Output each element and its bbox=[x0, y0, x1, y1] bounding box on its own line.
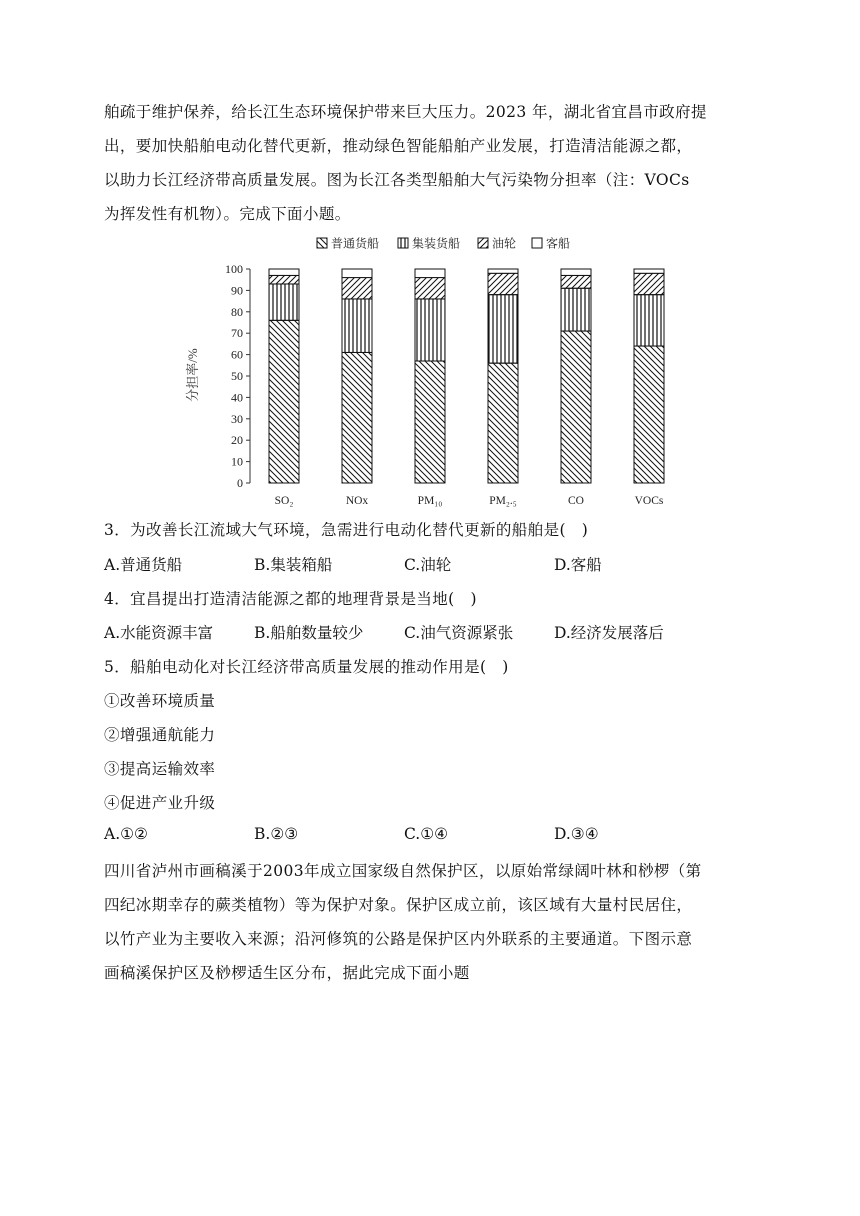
intro-line-4: 为挥发性有机物）。完成下面小题。 bbox=[104, 205, 351, 223]
y-tick-label: 60 bbox=[231, 347, 243, 362]
passage2-line-4: 画稿溪保护区及桫椤适生区分布，据此完成下面小题 bbox=[104, 964, 470, 982]
bar-segment bbox=[415, 269, 445, 278]
bar-segment bbox=[415, 299, 445, 361]
y-tick-label: 20 bbox=[231, 433, 243, 448]
bar-segment bbox=[634, 346, 664, 483]
y-tick-label: 50 bbox=[231, 369, 243, 383]
passage2-line-1: 四川省泸州市画稿溪于2003年成立国家级自然保护区，以原始常绿阔叶林和桫椤（第 bbox=[104, 862, 702, 880]
q4-option-d[interactable]: D.经济发展落后 bbox=[554, 624, 664, 642]
y-tick-label: 100 bbox=[225, 262, 243, 276]
bar-segment bbox=[415, 278, 445, 299]
bar-segment bbox=[415, 361, 445, 483]
q5-option-d[interactable]: D.③④ bbox=[554, 825, 599, 843]
bar-segment bbox=[561, 275, 591, 288]
intro-line-1: 舶疏于维护保养，给长江生态环境保护带来巨大压力。2023 年，湖北省宜昌市政府提 bbox=[104, 103, 707, 121]
x-tick-label: PM₁₀ bbox=[417, 495, 443, 507]
legend-label: 油轮 bbox=[492, 236, 517, 251]
legend-swatch bbox=[478, 238, 488, 248]
q5-option-a[interactable]: A.①② bbox=[104, 825, 148, 843]
q3-option-c[interactable]: C.油轮 bbox=[404, 556, 452, 574]
passage2-line-2: 四纪冰期幸存的蕨类植物）等为保护对象。保护区成立前，该区域有大量村民居住， bbox=[104, 896, 693, 914]
y-tick-label: 10 bbox=[231, 454, 243, 469]
q5-statement-1: ①改善环境质量 bbox=[104, 692, 216, 710]
bar-segment bbox=[269, 269, 299, 275]
bar-segment bbox=[488, 273, 518, 294]
passage2-line-3: 以竹产业为主要收入来源；沿河修筑的公路是保护区内外联系的主要通道。下图示意 bbox=[104, 930, 693, 948]
bar-segment bbox=[342, 352, 372, 483]
y-axis-label: 分担率/% bbox=[185, 348, 200, 402]
x-tick-label: SO₂ bbox=[274, 495, 294, 507]
y-tick-label: 70 bbox=[231, 326, 243, 341]
q5-statement-3: ③提高运输效率 bbox=[104, 760, 216, 778]
x-tick-label: CO bbox=[568, 495, 584, 507]
bar-segment bbox=[488, 363, 518, 483]
q4-option-a[interactable]: A.水能资源丰富 bbox=[104, 624, 214, 642]
q4-stem: 4．宜昌提出打造清洁能源之都的地理背景是当地( ) bbox=[104, 590, 477, 608]
q5-option-c[interactable]: C.①④ bbox=[404, 825, 449, 843]
q4-option-b[interactable]: B.船舶数量较少 bbox=[254, 624, 364, 642]
bar-segment bbox=[634, 273, 664, 294]
bars bbox=[269, 269, 664, 483]
q4-option-c[interactable]: C.油气资源紧张 bbox=[404, 624, 514, 642]
bar-segment bbox=[488, 295, 518, 363]
q3-option-b[interactable]: B.集装箱船 bbox=[254, 556, 333, 574]
y-tick-label: 80 bbox=[231, 304, 243, 319]
q3-option-a[interactable]: A.普通货船 bbox=[104, 556, 183, 574]
x-tick-label: VOCs bbox=[634, 495, 664, 507]
y-tick-label: 0 bbox=[237, 476, 243, 490]
y-tick-label: 90 bbox=[231, 283, 243, 298]
legend-label: 集装货船 bbox=[412, 236, 461, 251]
bar-segment bbox=[634, 295, 664, 346]
pollutant-share-chart bbox=[180, 230, 680, 512]
bar-segment bbox=[561, 269, 591, 275]
q5-statement-2: ②增强通航能力 bbox=[104, 726, 216, 744]
y-axis bbox=[225, 262, 250, 490]
q3-stem: 3．为改善长江流域大气环境，急需进行电动化替代更新的船舶是( ) bbox=[104, 521, 589, 539]
bar-segment bbox=[634, 269, 664, 273]
y-tick-label: 30 bbox=[231, 411, 243, 426]
legend-swatch bbox=[398, 238, 408, 248]
x-tick-label: NOx bbox=[345, 495, 369, 507]
legend-swatch bbox=[317, 238, 327, 248]
y-tick-label: 40 bbox=[231, 390, 243, 405]
q5-statement-4: ④促进产业升级 bbox=[104, 794, 216, 812]
bar-segment bbox=[342, 269, 372, 278]
bar-segment bbox=[269, 275, 299, 284]
chart-legend bbox=[317, 236, 570, 251]
x-axis-labels bbox=[275, 495, 664, 507]
bar-segment bbox=[269, 320, 299, 483]
legend-swatch bbox=[532, 238, 542, 248]
q5-stem: 5．船舶电动化对长江经济带高质量发展的推动作用是( ) bbox=[104, 658, 509, 676]
intro-line-2: 出，要加快船舶电动化替代更新，推动绿色智能船舶产业发展，打造清洁能源之都， bbox=[104, 137, 693, 155]
x-tick-label: PM₂.₅ bbox=[489, 495, 517, 507]
q3-option-d[interactable]: D.客船 bbox=[554, 556, 602, 574]
bar-segment bbox=[269, 284, 299, 320]
bar-segment bbox=[342, 299, 372, 353]
q5-option-b[interactable]: B.②③ bbox=[254, 825, 299, 843]
bar-segment bbox=[561, 331, 591, 483]
bar-segment bbox=[342, 278, 372, 299]
legend-label: 客船 bbox=[546, 236, 571, 251]
bar-segment bbox=[488, 269, 518, 273]
bar-segment bbox=[561, 288, 591, 331]
intro-line-3: 以助力长江经济带高质量发展。图为长江各类型船舶大气污染物分担率（注：VOCs bbox=[104, 171, 690, 189]
legend-label: 普通货船 bbox=[331, 236, 380, 251]
